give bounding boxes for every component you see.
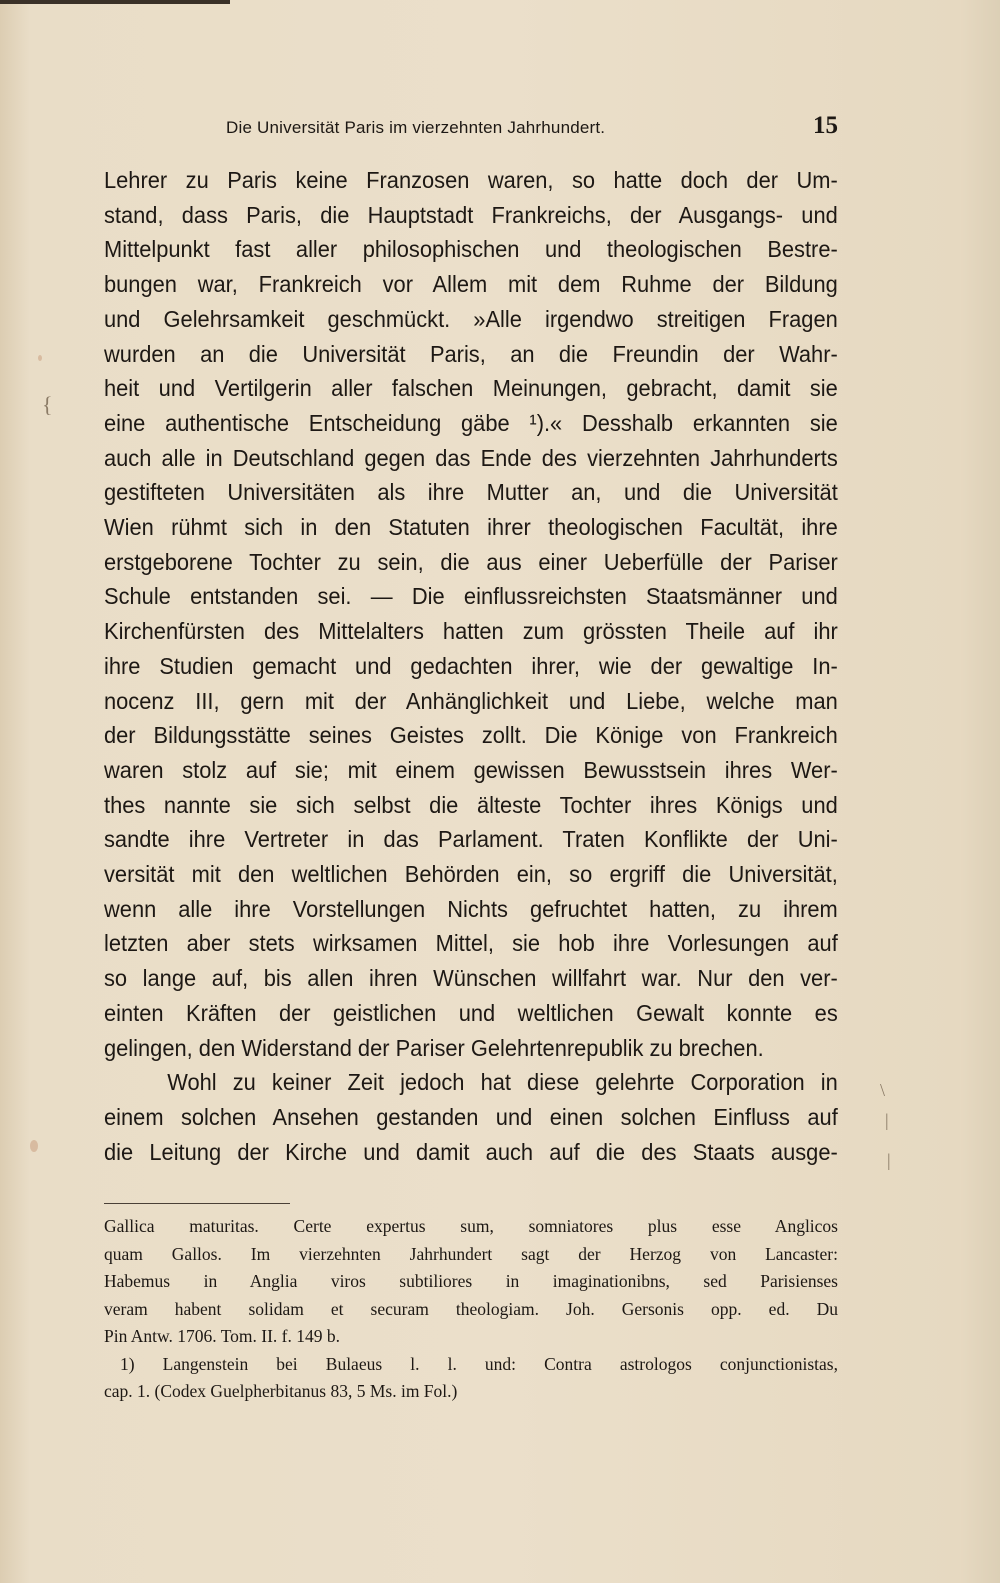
body-line: waren stolz auf sie; mit einem gewissen Bewusstsein ihres Wer-	[104, 756, 838, 783]
stain-spot	[30, 1140, 38, 1152]
body-line: eine authentische Entscheidung gäbe ¹).« Desshalb erkannten sie	[104, 409, 838, 436]
page-number: 15	[813, 112, 838, 139]
body-line: und Gelehrsamkeit geschmückt. »Alle irgendwo streitigen Fragen	[104, 305, 838, 332]
footnote-line: Gallica maturitas. Certe expertus sum, somniatores plus esse Anglicos	[104, 1216, 838, 1236]
body-line: Lehrer zu Paris keine Franzosen waren, so hatte doch der Um-	[104, 167, 838, 193]
stain-spot	[38, 355, 42, 361]
body-line: bungen war, Frankreich vor Allem mit dem Ruhme der Bildung	[104, 271, 838, 298]
body-line: sandte ihre Vertreter in das Parlament. Traten Konflikte der Uni-	[104, 826, 838, 853]
body-line: wenn alle ihre Vorstellungen Nichts gefruchtet hatten, zu ihrem	[104, 895, 838, 922]
footnote-line: cap. 1. (Codex Guelpherbitanus 83, 5 Ms. im Fol.)	[104, 1381, 458, 1401]
body-line: versität mit den weltlichen Behörden ein, so ergriff die Universität,	[104, 861, 838, 888]
footnote-rule	[104, 1203, 290, 1204]
running-title: Die Universität Paris im vierzehnten Jahrhundert.	[226, 118, 606, 137]
body-text	[104, 163, 838, 1169]
body-line: der Bildungsstätte seines Geistes zollt. Die Könige von Frankreich	[104, 722, 838, 749]
body-line: erstgeborene Tochter zu sein, die aus einer Ueberfülle der Pariser	[104, 548, 838, 575]
body-line: wurden an die Universität Paris, an die Freundin der Wahr-	[104, 340, 838, 367]
footnote-line: Pin Antw. 1706. Tom. II. f. 149 b.	[104, 1326, 341, 1346]
body-line: Schule entstanden sei. — Die einflussreichsten Staatsmänner und	[104, 583, 838, 610]
body-line: auch alle in Deutschland gegen das Ende des vierzehnten Jahrhunderts	[104, 444, 838, 471]
footnote-line: quam Gallos. Im vierzehnten Jahrhundert sagt der Herzog von Lancaster:	[104, 1243, 838, 1264]
body-line: nocenz III, gern mit der Anhänglichkeit und Liebe, welche man	[104, 687, 838, 714]
margin-pencil-mark: |	[885, 1110, 889, 1130]
body-line: so lange auf, bis allen ihren Wünschen willfahrt war. Nur den ver-	[104, 965, 838, 992]
body-line: die Leitung der Kirche und damit auch auf die des Staats ausge-	[104, 1138, 838, 1165]
margin-pencil-mark: {	[42, 392, 53, 417]
body-line: letzten aber stets wirksamen Mittel, sie hob ihre Vorlesungen auf	[104, 930, 838, 957]
page-header	[104, 112, 838, 146]
margin-pencil-mark: |	[887, 1150, 891, 1170]
body-line: Mittelpunkt fast aller philosophischen und theologischen Bestre-	[104, 236, 838, 263]
footnote-line: veram habent solidam et securam theologiam. Joh. Gersonis opp. ed. Du	[104, 1298, 838, 1319]
body-line: Wohl zu keiner Zeit jedoch hat diese gelehrte Corporation in	[167, 1069, 838, 1096]
body-line: heit und Vertilgerin aller falschen Meinungen, gebracht, damit sie	[104, 375, 838, 402]
footnotes	[104, 1213, 838, 1406]
body-line: Wien rühmt sich in den Statuten ihrer theologischen Facultät, ihre	[104, 514, 838, 541]
scan-edge-line	[0, 0, 230, 4]
body-line: gestifteten Universitäten als ihre Mutter an, und die Universität	[104, 479, 838, 506]
footnote-line: 1) Langenstein bei Bulaeus l. l. und: Contra astrologos conjunctionistas,	[120, 1353, 838, 1374]
body-line: einem solchen Ansehen gestanden und einen solchen Einfluss auf	[104, 1103, 838, 1130]
footnote-line: Habemus in Anglia viros subtiliores in imaginationibns, sed Parisienses	[104, 1271, 838, 1291]
body-line: gelingen, den Widerstand der Pariser Gelehrtenrepublik zu brechen.	[104, 1034, 764, 1061]
body-line: ihre Studien gemacht und gedachten ihrer, wie der gewaltige In-	[104, 652, 838, 679]
body-line: stand, dass Paris, die Hauptstadt Frankreichs, der Ausgangs- und	[104, 201, 838, 228]
margin-pencil-mark: \	[880, 1080, 886, 1100]
body-line: Kirchenfürsten des Mittelalters hatten zum grössten Theile auf ihr	[104, 618, 838, 645]
body-line: thes nannte sie sich selbst die älteste Tochter ihres Königs und	[104, 791, 838, 818]
body-line: einten Kräften der geistlichen und weltlichen Gewalt konnte es	[104, 999, 838, 1026]
